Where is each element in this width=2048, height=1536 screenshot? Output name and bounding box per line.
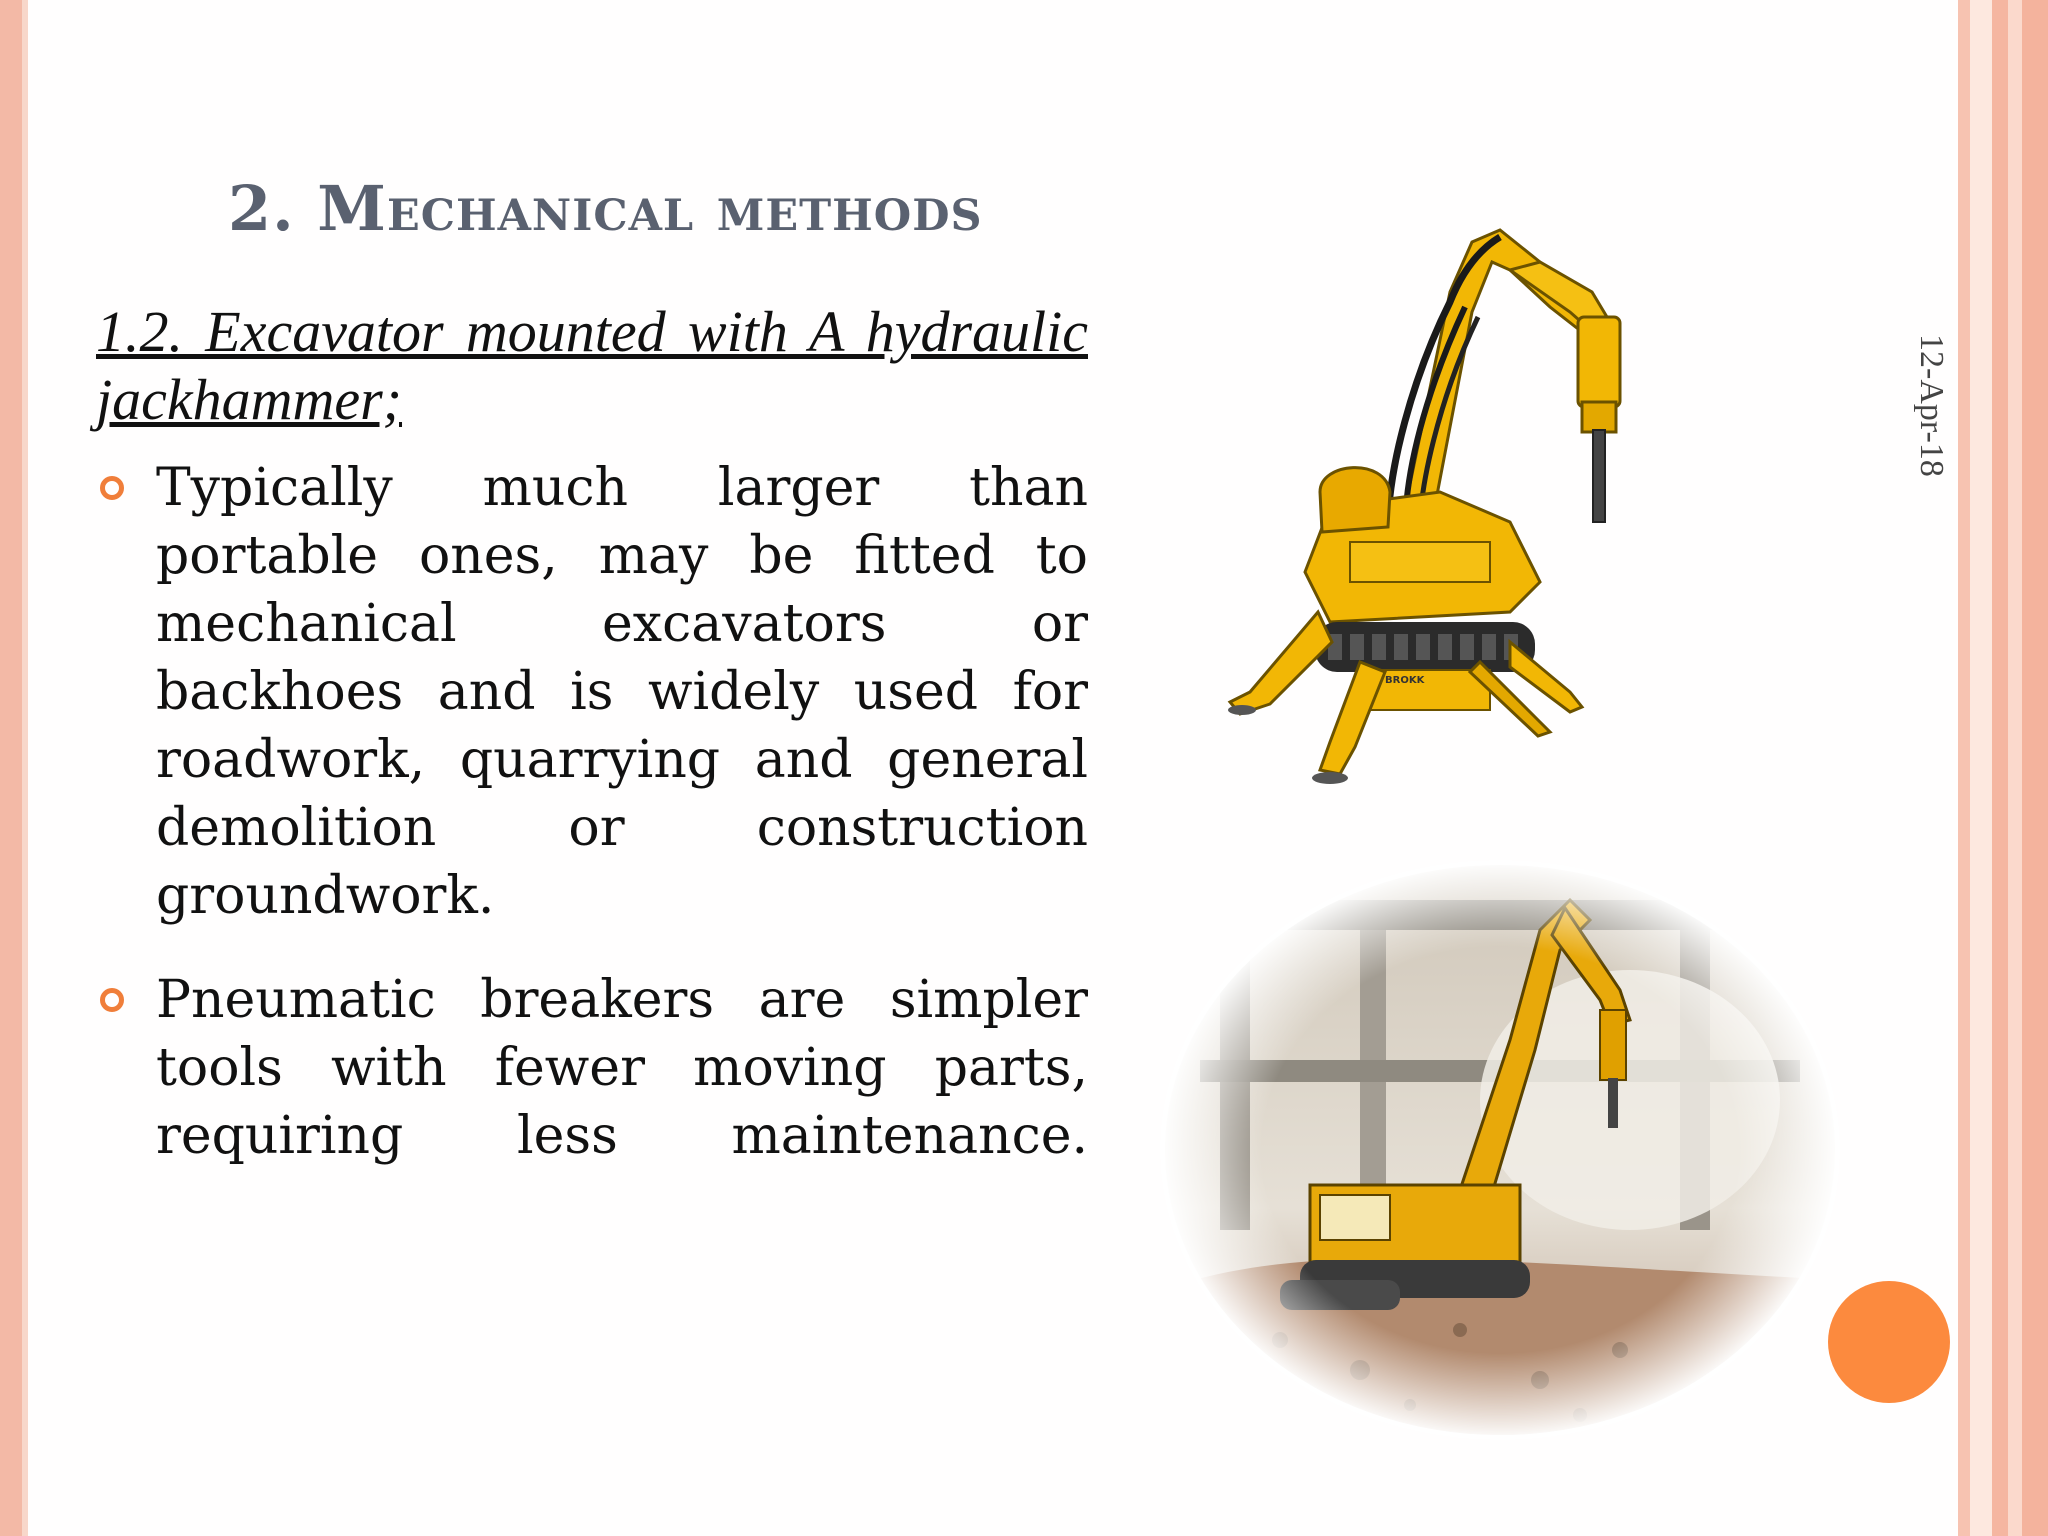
bullet-text: Typically much larger than portable ones, may be fitted to mechanical excavators or backhoes and is widely used for roadwork, quarrying and general demolition or construction groundwork. xyxy=(156,458,1088,926)
right-border-stripe xyxy=(1970,0,1992,1536)
brand-label: BROKK xyxy=(1385,675,1425,686)
bullet-ring-icon xyxy=(100,988,124,1012)
left-border xyxy=(0,0,22,1536)
slide-title: 2. Mechanical methods xyxy=(228,172,983,245)
demolition-robot-image xyxy=(1210,222,1684,792)
bullet-ring-icon xyxy=(100,476,124,500)
slide-date xyxy=(1904,334,1964,514)
right-border-stripe xyxy=(1992,0,2008,1536)
decorative-orange-circle xyxy=(1828,1281,1950,1403)
bullet-text: Pneumatic breakers are simpler tools with fewer moving parts, requiring less maintenance. xyxy=(156,970,1088,1166)
left-border-inner xyxy=(22,0,28,1536)
excavator-demolition-image xyxy=(1160,860,1840,1440)
right-border-stripe xyxy=(1958,0,1970,1536)
date-text: 12-Apr-18 xyxy=(1913,334,1950,477)
slide-subtitle: 1.2. Excavator mounted with A hydraulic jackhammer; xyxy=(96,299,1088,432)
right-border-stripe xyxy=(2008,0,2022,1536)
right-border-stripe xyxy=(2022,0,2048,1536)
